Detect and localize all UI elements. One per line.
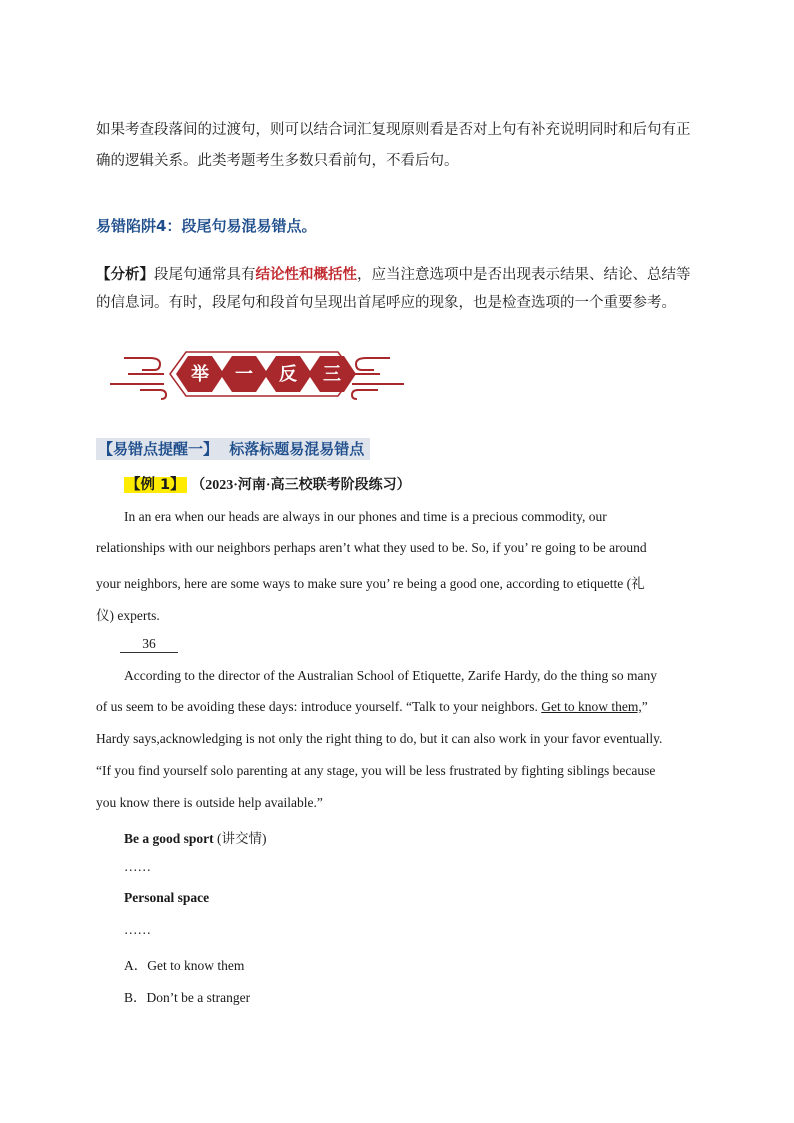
passage-p1-line4: 仪) experts. [96,608,160,623]
trap4-title: 易错陷阱4：段尾句易混易错点。 [96,217,317,235]
example1-header [124,475,411,496]
blank-number: 36 [120,636,178,653]
passage-p1-line1: In an era when our heads are always in our phones and time is a precious commodity, our [124,509,607,524]
banner-right-ornament [352,358,404,399]
passage-p2-line5: you know there is outside help available.” [96,795,323,810]
banner-jyfs [108,348,408,400]
analysis-key2: 概括性 [313,267,357,283]
example1-tag: 【例 1】 [126,477,185,493]
analysis-and: 和 [299,267,314,283]
passage-p1-line3: your neighbors, here are some ways to make sure you’ re being a good one, according to etiquette (礼 [96,576,645,591]
passage-p2-line4: “If you find yourself solo parenting at any stage, you will be less frustrated by fighting siblings because [96,763,656,778]
analysis-text-a: 段尾句通常具有 [154,267,256,283]
option-a-letter: A． [124,958,148,973]
option-b-letter: B． [124,990,147,1005]
banner-hex-3 [264,356,312,392]
banner-char-4: 三 [323,364,341,385]
banner-char-2: 一 [235,364,253,385]
blank-36 [120,636,178,653]
option-a [124,954,244,974]
banner-hex-2 [220,356,268,392]
passage-p2-line2-a: of us seem to be avoiding these days: introduce yourself. “Talk to your neighbors. [96,699,542,714]
tip1-title: 标落标题易混易错点 [229,440,365,458]
banner-char-1: 举 [191,364,209,385]
tip1-bar [96,438,370,460]
heading-good-sport-bold: Be a good sport [124,831,214,846]
heading-good-sport [124,827,267,847]
banner-hex-4 [308,356,356,392]
banner-left-ornament [110,358,166,399]
option-b [124,986,250,1006]
analysis-line1 [96,265,691,285]
option-b-text: Don’t be a stranger [146,990,251,1005]
analysis-line2: 的信息词。有时，段尾句和段首句呈现出首尾呼应的现象，也是检查选项的一个重要参考。 [96,295,676,311]
ellipsis-2: …… [124,922,151,937]
passage-p2-line1: According to the director of the Australian School of Etiquette, Zarife Hardy, do the thing so many [124,668,657,683]
paragraph-transition-line1: 如果考查段落间的过渡句，则可以结合词汇复现原则看是否对上句有补充说明同时和后句有正 [96,122,691,138]
analysis-label: 【分析】 [96,267,154,283]
banner-hex-1 [176,356,224,392]
passage-p2-line2-b: ” [641,699,648,714]
heading-good-sport-rest: (讲交情) [213,831,267,846]
analysis-key1: 结论性 [255,267,299,283]
paragraph-transition-line2: 确的逻辑关系。此类考题考生多数只看前句，不看后句。 [96,153,459,169]
heading-personal-space: Personal space [124,890,210,905]
tip1-label: 【易错点提醒一】 [98,440,219,458]
passage-p2-underlined: Get to know them, [541,699,642,714]
passage-p1-line2: relationships with our neighbors perhaps aren’t what they used to be. So, if you’ re going to be around [96,540,647,555]
example1-source: （2023·河南·高三校联考阶段练习） [191,478,411,493]
ellipsis-1: …… [124,859,151,874]
banner-char-3: 反 [279,364,297,385]
option-a-text: Get to know them [147,958,245,973]
passage-p2-line2 [96,699,648,715]
passage-p2-line3: Hardy says,acknowledging is not only the right thing to do, but it can also work in your favor eventually. [96,731,663,746]
analysis-text-b: ，应当注意选项中是否出现表示结果、结论、总结等 [357,267,691,283]
